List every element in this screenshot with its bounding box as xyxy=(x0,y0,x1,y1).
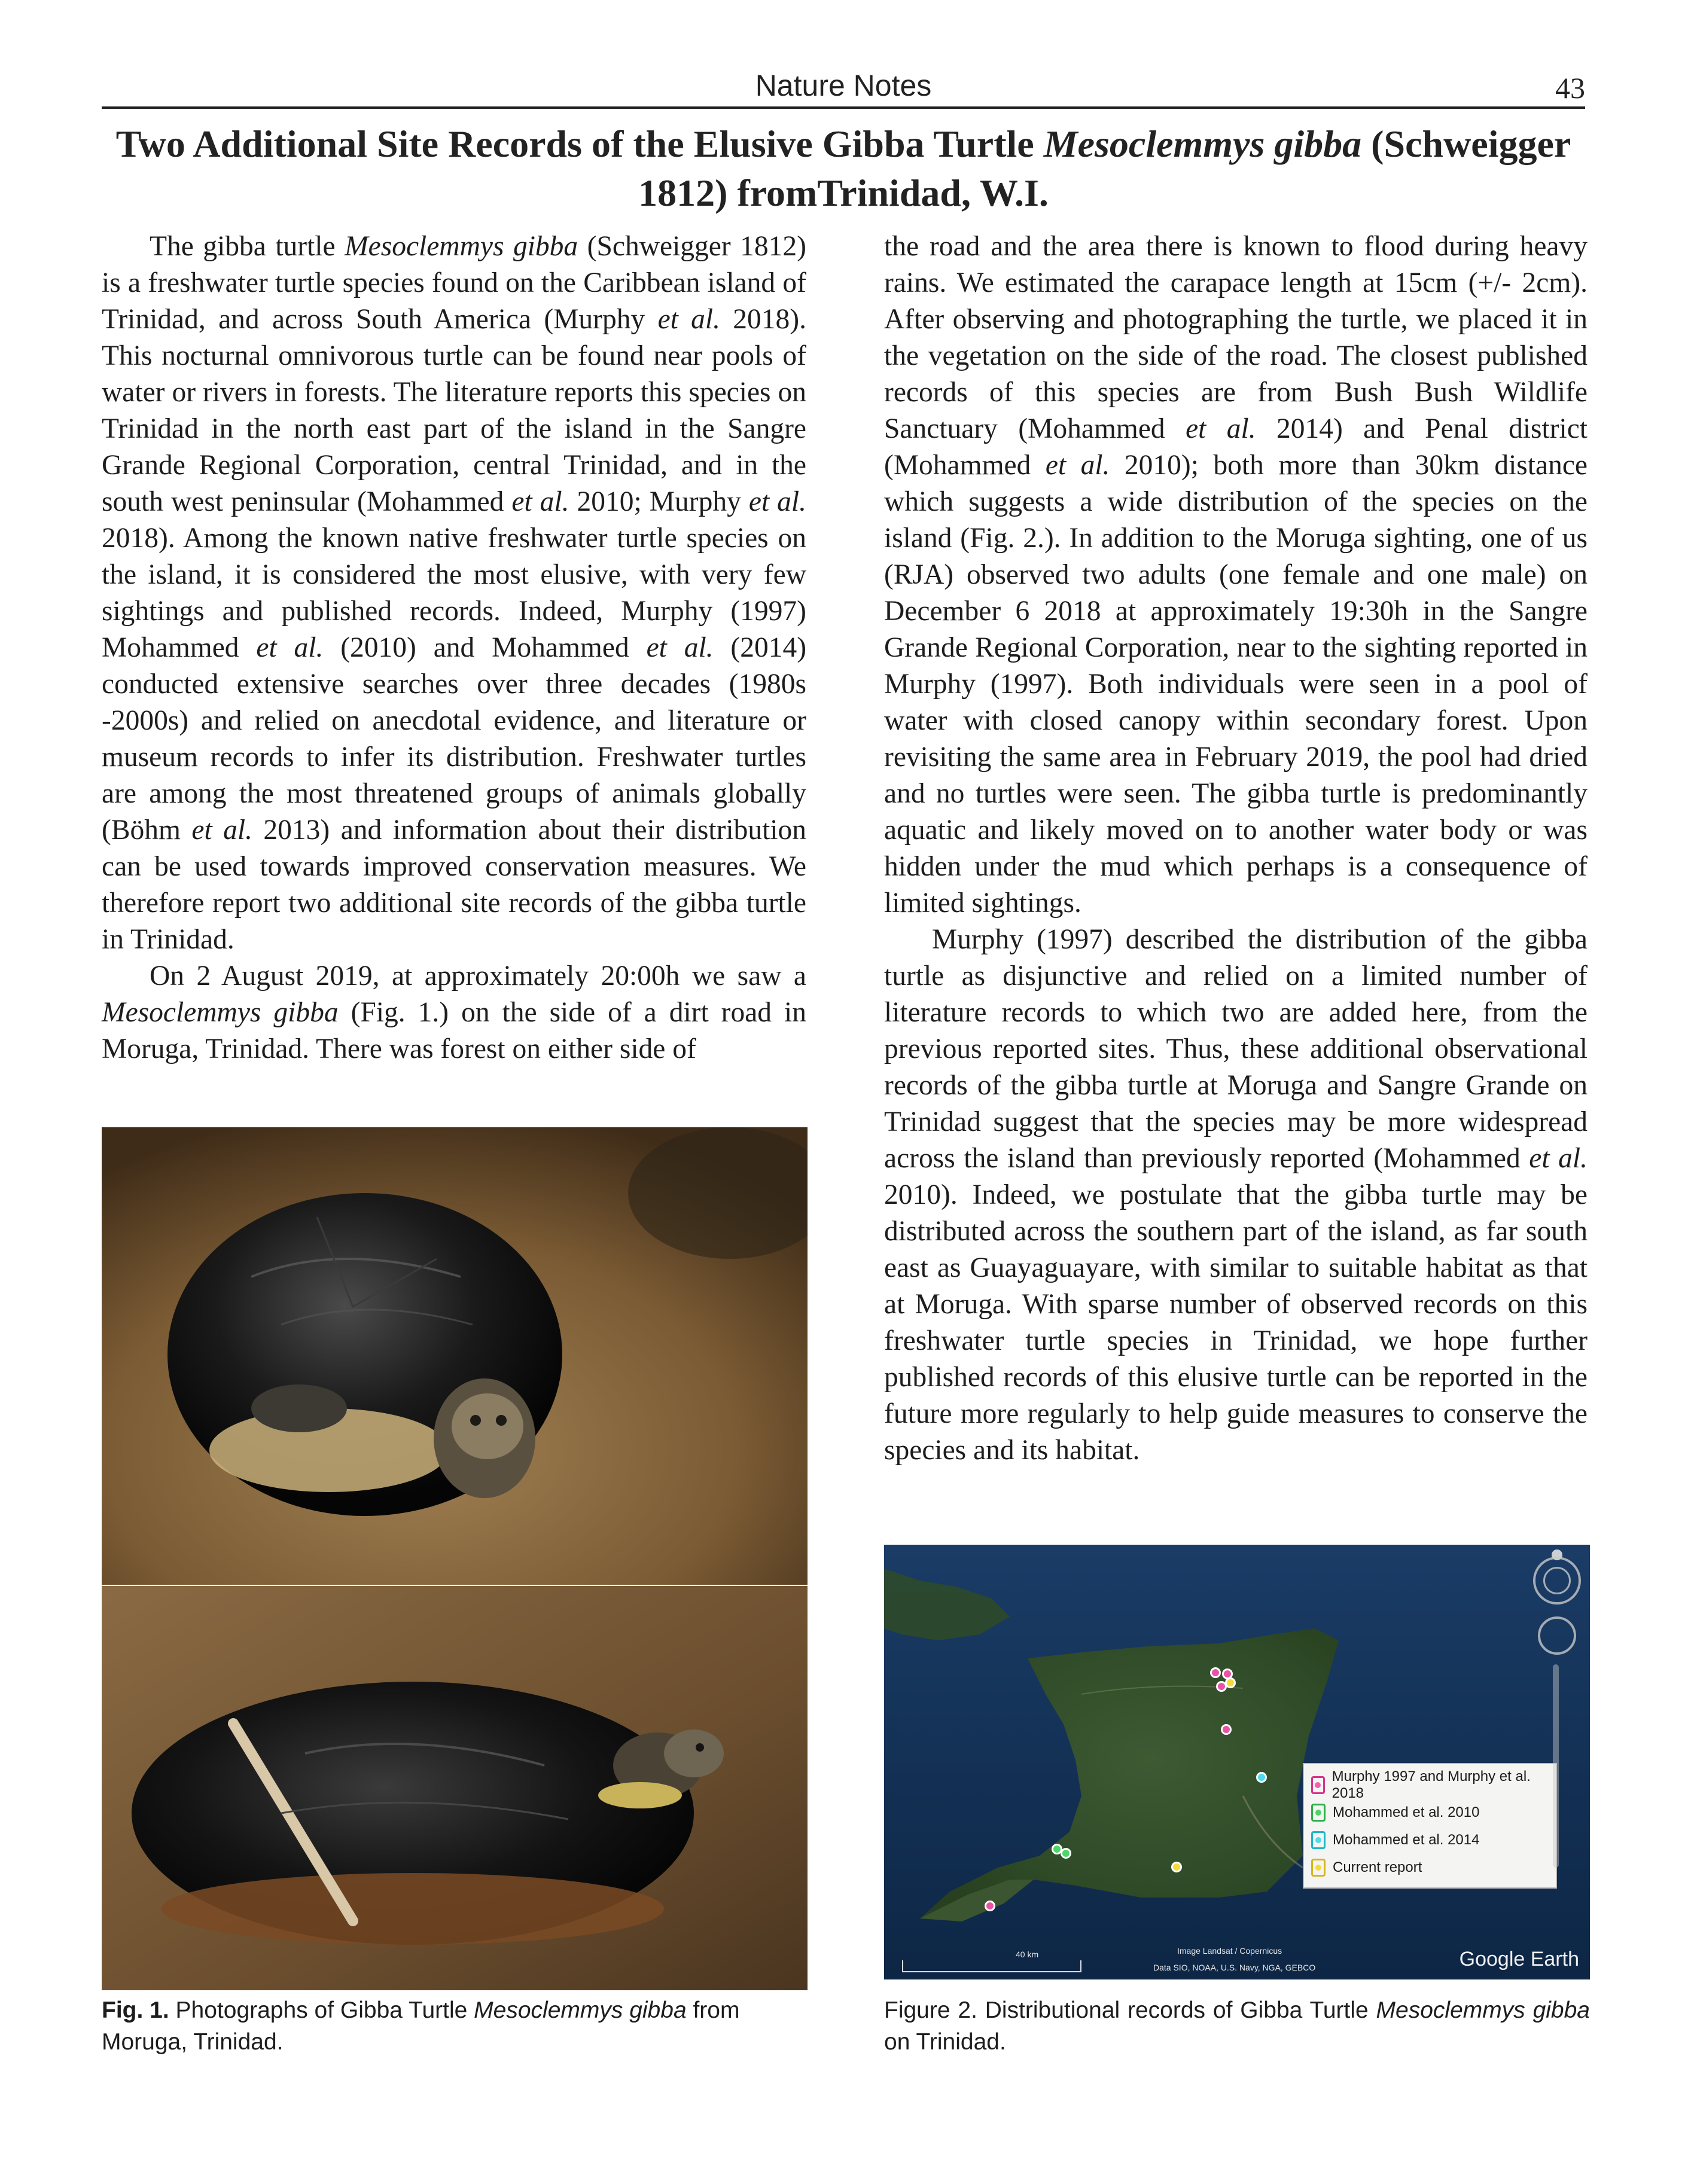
legend-item: Murphy 1997 and Murphy et al. 2018 xyxy=(1311,1771,1549,1799)
legend-item: Mohammed et al. 2014 xyxy=(1311,1826,1549,1854)
paragraph-1: The gibba turtle Mesoclemmys gibba (Schweigger 1812) is a freshwater turtle species found on the Caribbean island of Trinidad, and across South America (Murphy et al. 2018). This nocturnal omnivorous turtle can be found near pools of water or rivers in forests. The literature reports this species on Trinidad in the north east part of the island in the Sangre Grande Regional Corporation, central Trinidad, and in the south west peninsular (Mohammed et al. 2010; Murphy et al. 2018). Among the known native freshwater turtle species on the island, it is considered the most elusive, with very few sightings and published records. Indeed, Murphy (1997) Mohammed et al. (2010) and Mohammed et al. (2014) conducted extensive searches over three decades (1980s -2000s) and relied on anecdotal evidence, and literature or museum records to infer its distribution. Freshwater turtles are among the most threatened groups of animals globally (Böhm et al. 2013) and information about their distribution can be used towards improved conservation measures. We therefore report two additional site records of the gibba turtle in Trinidad. xyxy=(102,231,807,955)
section-title: Nature Notes xyxy=(755,69,932,102)
title-species: Mesoclemmys gibba xyxy=(1043,123,1362,165)
p2-wrap-text: (Fig. 1.) on the side of a dirt road in Moruga, Trinidad. There was forest on either side of xyxy=(102,997,806,1064)
google-earth-logo: Google Earth xyxy=(1459,1948,1579,1971)
imagery-credit: Image Landsat / Copernicus xyxy=(1177,1946,1282,1956)
legend-marker-icon xyxy=(1311,1859,1326,1877)
marker-murphy-5 xyxy=(985,1901,995,1911)
zoom-slider[interactable] xyxy=(1553,1664,1559,1868)
title-authority: (Schweigger xyxy=(1371,123,1571,165)
turtle-photo-side xyxy=(102,1586,808,1990)
map-legend xyxy=(1303,1763,1557,1889)
marker-current-2 xyxy=(1171,1862,1182,1872)
running-head xyxy=(102,66,1585,109)
title-main: Two Additional Site Records of the Elusive Gibba Turtle xyxy=(115,123,1034,165)
legend-marker-icon xyxy=(1311,1831,1326,1849)
marker-mohammed-2010-2 xyxy=(1061,1848,1071,1859)
figure-1-caption: Fig. 1. Photographs of Gibba Turtle Mesoclemmys gibba from Moruga, Trinidad. xyxy=(102,1997,740,2055)
scale-bar xyxy=(902,1960,1081,1972)
legend-item: Mohammed et al. 2010 xyxy=(1311,1799,1549,1826)
column-right xyxy=(884,228,1588,1469)
paragraph-2-continued: the road and the area there is known to flood during heavy rains. We estimated the carapace length at 15cm (+/- 2cm). After observing and photographing the turtle, we placed it in the vegetation on the side of the road. The closest published records of this species are from Bush Bush Wildlife Sanctuary (Mohammed et al. 2014) and Penal district (Mohammed et al. 2010); both more than 30km distance which suggests a wide distribution of the species on the island (Fig. 2.). In addition to the Moruga sighting, one of us (RJA) observed two adults (one female and one male) on December 6 2018 at approximately 19:30h in the Sangre Grande Regional Corporation, near to the sighting reported in Murphy (1997). Both individuals were seen in a pool of water with closed canopy within secondary forest. Upon revisiting the same area in February 2019, the pool had dried and no turtles were seen. The gibba turtle is predominantly aquatic and likely moved on to another water body or was hidden under the mud which perhaps is a consequence of limited sightings. xyxy=(884,231,1588,919)
marker-murphy-4 xyxy=(1221,1724,1232,1735)
column-left xyxy=(102,228,806,1067)
compass-inner-icon[interactable] xyxy=(1543,1567,1571,1594)
legend-marker-icon xyxy=(1311,1776,1325,1794)
page-number: 43 xyxy=(1555,71,1585,105)
paragraph-2-start: On 2 August 2019, at approximately 20:00h we saw a Mesoclemmys gibba (Fig. 1.) on the side of a dirt road in Moruga, Trinidad. There was forest on either side of xyxy=(102,960,806,1064)
scale-label: 40 km xyxy=(1016,1950,1039,1959)
turtle-photo-front xyxy=(102,1127,808,1585)
legend-item: Current report xyxy=(1311,1854,1549,1881)
legend-marker-icon xyxy=(1311,1804,1326,1822)
article-title xyxy=(102,120,1585,218)
marker-current-1 xyxy=(1225,1677,1236,1688)
marker-mohammed-2014 xyxy=(1256,1772,1267,1783)
data-attribution: Data SIO, NOAA, U.S. Navy, NGA, GEBCO xyxy=(1153,1963,1316,1972)
look-around-icon[interactable] xyxy=(1538,1616,1576,1655)
distribution-map xyxy=(884,1545,1590,1979)
paragraph-3: Murphy (1997) described the distribution of the gibba turtle as disjunctive and relied on a limited number of literature records to which two are added here, from the previous reported sites. Thus, these additional observational records of the gibba turtle at Moruga and Sangre Grande on Trinidad suggest that the species may be more widespread across the island than previously reported (Mohammed et al. 2010). Indeed, we postulate that the gibba turtle may be distributed across the southern part of the island, as far south east as Guayaguayare, with similar to suitable habitat as that at Moruga. With sparse number of observed records on this freshwater turtle species in Trinidad, we hope further published records of this elusive turtle can be reported in the future more regularly to help guide measures to conserve the species and its habitat. xyxy=(884,924,1588,1466)
marker-murphy-1 xyxy=(1210,1667,1221,1678)
figure-2-caption: Figure 2. Distributional records of Gibba Turtle Mesoclemmys gibba on Trinidad. xyxy=(884,1997,1590,2055)
title-year-place: 1812) fromTrinidad, W.I. xyxy=(638,172,1049,214)
